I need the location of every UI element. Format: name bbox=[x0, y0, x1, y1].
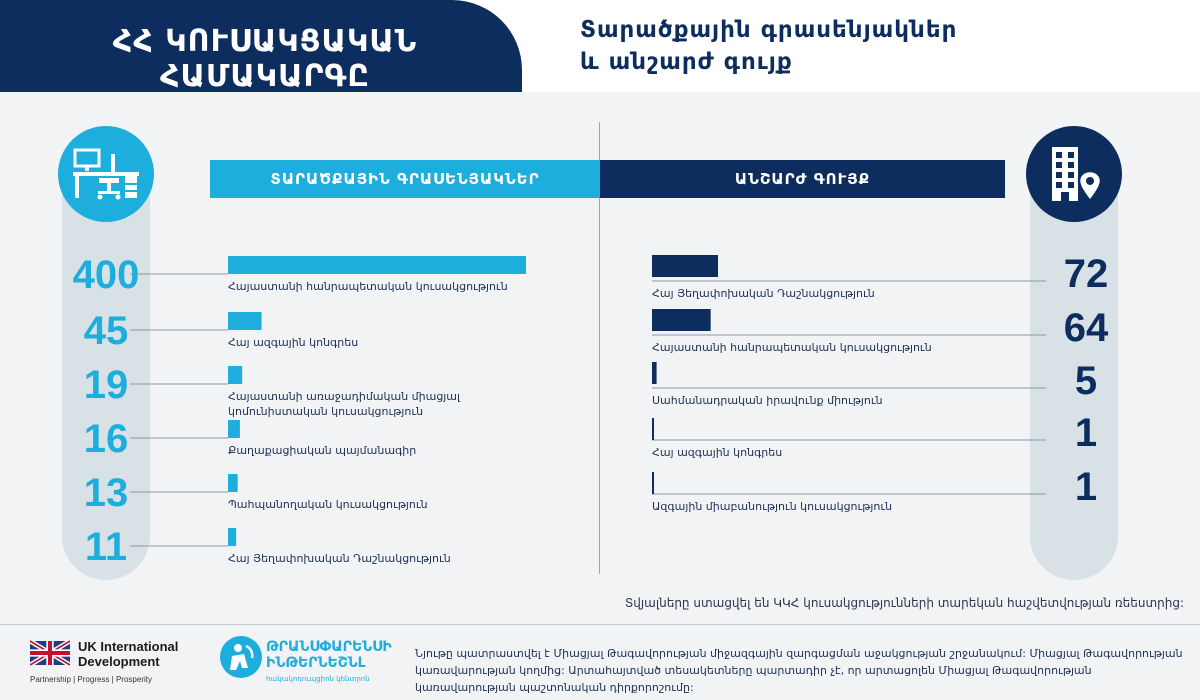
left-category-label: Հայ ազգային կոնգրես bbox=[228, 336, 359, 349]
left-bar bbox=[228, 312, 262, 330]
left-value-label: 400 bbox=[72, 253, 140, 297]
left-bar bbox=[228, 366, 242, 384]
footer-divider bbox=[0, 624, 1200, 625]
left-value-label: 13 bbox=[83, 471, 129, 515]
left-bar bbox=[228, 256, 526, 274]
left-bar bbox=[228, 528, 236, 546]
right-bar bbox=[652, 309, 711, 331]
ti-name-line-2: ԻՆԹԵՐՆԵՇՆԼ bbox=[266, 655, 366, 671]
right-bar bbox=[652, 472, 654, 494]
left-value-label: 19 bbox=[83, 363, 129, 407]
ukd-name-line-2: Development bbox=[78, 654, 160, 669]
right-chart-title: ԱՆՇԱՐԺ ԳՈՒՅՔ bbox=[600, 160, 1005, 198]
right-value-label: 72 bbox=[1063, 252, 1109, 296]
ti-emblem-icon bbox=[218, 634, 264, 680]
left-value-label: 16 bbox=[83, 417, 129, 461]
right-value-label: 64 bbox=[1063, 306, 1109, 350]
right-value-label: 5 bbox=[1074, 359, 1098, 403]
right-category-label: Ազգային միաբանություն կուսակցություն bbox=[652, 500, 893, 513]
right-value-label: 1 bbox=[1074, 465, 1098, 509]
disclaimer: Նյութը պատրաստվել է Միացյալ Թագավորության միջազգային զարգացման աջակցության շրջանակում: Միացյալ Թագավորության կառավարության կողմից: Արտահայտված տեսակետները պարտադիր չէ, որ արտացոլեն Միացյալ Թագավորության կառավարության պաշտոնական դիրքորոշումը: bbox=[415, 647, 1183, 694]
left-bar bbox=[228, 474, 238, 492]
right-category-label: Հայ ազգային կոնգրես bbox=[652, 446, 783, 459]
source-note: Տվյալները ստացվել են ԿԿՀ կուսակցությունների տարեկան հաշվետվության ռեեստրից: bbox=[624, 596, 1184, 610]
left-category-label: Հայաստանի առաջադիմական միացյալ bbox=[228, 390, 460, 403]
right-bar bbox=[652, 418, 654, 440]
right-category-label: Հայաստանի հանրապետական կուսակցություն bbox=[652, 341, 932, 354]
ti-name-line-1: ԹՐԱՆՍՓԱՐԵՆՍԻ bbox=[266, 639, 392, 655]
ti-name bbox=[266, 639, 392, 687]
left-category-label: Հայ Յեղափոխական Դաշնակցություն bbox=[228, 552, 451, 565]
union-jack-icon bbox=[30, 640, 70, 666]
transparency-international-logo bbox=[218, 634, 392, 684]
left-bar bbox=[228, 420, 240, 438]
left-value-label: 11 bbox=[84, 525, 128, 569]
left-value-label: 45 bbox=[83, 309, 129, 353]
ukd-name bbox=[78, 639, 178, 669]
right-value-label: 1 bbox=[1074, 411, 1098, 455]
left-category-label: Պահպանողական կուսակցություն bbox=[228, 498, 428, 511]
left-category-label: Քաղաքացիական պայմանագիր bbox=[228, 444, 417, 457]
page-title: ՀՀ ԿՈՒՍԱԿՑԱԿԱՆ ՀԱՄԱԿԱՐԳԸ bbox=[112, 24, 418, 94]
left-category-label: Հայաստանի հանրապետական կուսակցություն bbox=[228, 280, 508, 293]
right-bar bbox=[652, 255, 718, 277]
subtitle-line-1: Տարածքային գրասենյակներ bbox=[580, 17, 958, 43]
right-category-label: Հայ Յեղափոխական Դաշնակցություն bbox=[652, 287, 875, 300]
left-category-label: կոմունիստական կուսակցություն bbox=[228, 405, 424, 418]
right-category-label: Սահմանադրական իրավունք միություն bbox=[652, 394, 883, 407]
subtitle-line-2: և անշարժ գույք bbox=[580, 49, 793, 75]
ukd-name-line-1: UK International bbox=[78, 639, 179, 654]
ti-name-line-3: հակակոռուպցիոն կենտրոն bbox=[266, 675, 370, 683]
left-chart-title: ՏԱՐԱԾՔԱՅԻՆ ԳՐԱՍԵՆՅԱԿՆԵՐ bbox=[210, 160, 600, 198]
ukd-tagline: Partnership | Progress | Prosperity bbox=[30, 675, 152, 684]
right-bar bbox=[652, 362, 657, 384]
